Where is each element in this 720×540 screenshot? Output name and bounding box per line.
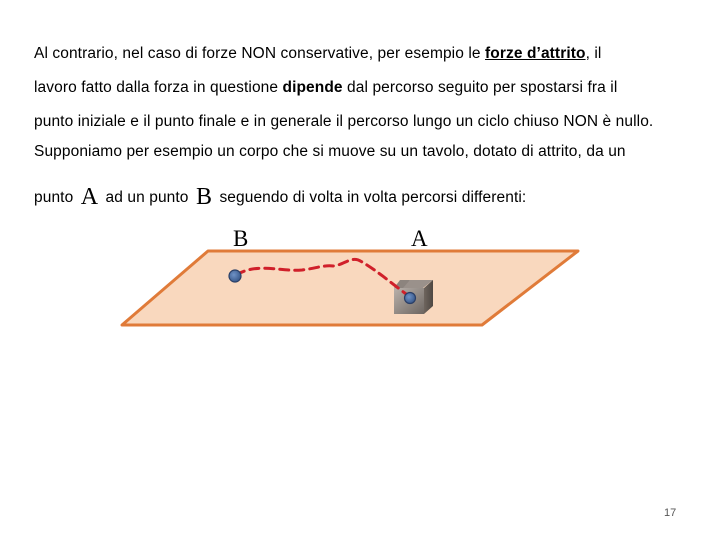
text-segment: , il	[585, 45, 602, 62]
text-segment: seguendo di volta in volta percorsi differenti:	[215, 189, 527, 206]
text-segment: Al contrario, nel caso di forze NON conservative, per esempio le	[34, 45, 486, 62]
highlighted-term-dipende: dipende	[282, 79, 343, 96]
point-b-symbol: B	[195, 184, 213, 210]
text-segment: punto	[34, 189, 78, 206]
paragraph-line-3: punto iniziale e il punto finale e in generale il percorso lungo un ciclo chiuso NON è nullo.	[34, 113, 654, 130]
text-segment: lavoro fatto dalla forza in questione	[34, 79, 283, 96]
page-number: 17	[664, 507, 677, 519]
figure-label-a: A	[411, 226, 428, 251]
figure-label-b: B	[233, 226, 249, 251]
paragraph-line-4: Supponiamo per esempio un corpo che si muove su un tavolo, dotato di attrito, da un	[34, 143, 626, 160]
point-a-marker	[405, 293, 416, 304]
table-surface	[122, 251, 578, 325]
point-b-marker	[229, 270, 241, 282]
point-a-symbol: A	[80, 184, 99, 210]
highlighted-term-forze-attrito: forze d’attrito	[485, 45, 586, 62]
text-segment: ad un punto	[101, 189, 193, 206]
text-segment: dal percorso seguito per spostarsi fra il	[342, 79, 618, 96]
